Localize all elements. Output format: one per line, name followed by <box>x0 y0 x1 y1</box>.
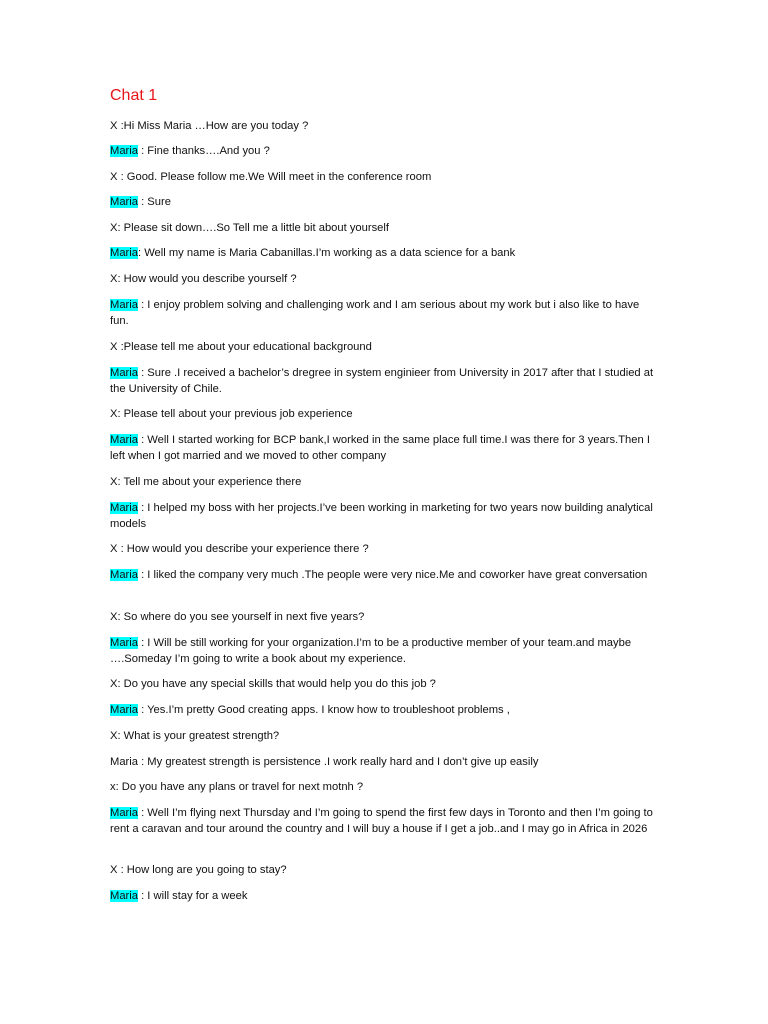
speaker-name: Maria <box>110 434 138 446</box>
paragraph <box>110 805 655 837</box>
line-text: : I Will be still working for your organization.I’m to be a productive member of your team.and maybe ….Someday I’m going to write a book about my experience. <box>110 637 632 665</box>
line-text: X :Please tell me about your educational background <box>110 341 372 353</box>
paragraph <box>110 194 655 210</box>
speaker-name: Maria <box>110 637 138 649</box>
paragraph <box>110 169 655 185</box>
speaker-name: Maria <box>110 569 138 581</box>
speaker-name: Maria <box>110 196 138 208</box>
paragraph <box>110 297 655 329</box>
line-text: : Sure .I received a bachelor’s dregree in system enginieer from University in 2017 after that I studied at the University of Chile. <box>110 367 654 395</box>
line-text: X: Please tell about your previous job experience <box>110 408 353 420</box>
speaker-name: Maria <box>110 145 138 157</box>
paragraph <box>110 220 655 236</box>
line-text: x: Do you have any plans or travel for next motnh ? <box>110 781 364 793</box>
line-text: : Well my name is Maria Cabanillas.I’m working as a data science for a bank <box>137 247 516 259</box>
paragraph <box>110 365 655 397</box>
paragraph <box>110 567 655 583</box>
paragraph <box>110 676 655 692</box>
line-text: : I will stay for a week <box>137 890 248 902</box>
line-text: : I helped my boss with her projects.I’ve been working in marketing for two years now building analytical models <box>110 502 653 530</box>
line-text: : Well I’m flying next Thursday and I’m going to spend the first few days in Toronto and then I’m going to rent a caravan and tour around the country and I will buy a house if I get a job..and I may go in Africa in 2026 <box>110 807 653 835</box>
line-text: : I enjoy problem solving and challenging work and I am serious about my work but i also like to have fun. <box>110 299 640 327</box>
paragraph <box>110 754 655 770</box>
line-text: : Well I started working for BCP bank,I worked in the same place full time.I was there for 3 years.Then I left when I got married and we moved to other company <box>110 434 650 462</box>
paragraph <box>110 779 655 795</box>
paragraph <box>110 118 655 134</box>
page-title: Chat 1 <box>110 87 158 104</box>
line-text: X: Do you have any special skills that would help you do this job ? <box>110 678 436 690</box>
paragraph <box>110 888 655 904</box>
paragraph <box>110 702 655 718</box>
line-text: Maria : My greatest strength is persistence .I work really hard and I don’t give up easily <box>110 756 539 768</box>
line-text: X: Please sit down….So Tell me a little bit about yourself <box>110 222 389 234</box>
speaker-name: Maria <box>110 807 138 819</box>
speaker-name: Maria <box>110 367 138 379</box>
line-text: X : Good. Please follow me.We Will meet in the conference room <box>110 171 432 183</box>
line-text: X : How would you describe your experience there ? <box>110 543 369 555</box>
paragraph <box>110 728 655 744</box>
speaker-name: Maria <box>110 299 138 311</box>
paragraph <box>110 635 655 667</box>
paragraph <box>110 862 655 878</box>
line-text: X: What is your greatest strength? <box>110 730 280 742</box>
paragraph <box>110 271 655 287</box>
line-text: X :Hi Miss Maria …How are you today ? <box>110 120 309 132</box>
line-text: X: Tell me about your experience there <box>110 476 302 488</box>
paragraph <box>110 500 655 532</box>
paragraph <box>110 245 655 261</box>
paragraph <box>110 339 655 355</box>
line-text: : Fine thanks….And you ? <box>137 145 270 157</box>
paragraph <box>110 609 655 625</box>
speaker-name: Maria <box>110 247 138 259</box>
line-text: X: How would you describe yourself ? <box>110 273 297 285</box>
line-text: : Sure <box>137 196 171 208</box>
speaker-name: Maria <box>110 704 138 716</box>
paragraph <box>110 432 655 464</box>
speaker-name: Maria <box>110 890 138 902</box>
paragraph <box>110 474 655 490</box>
speaker-name: Maria <box>110 502 138 514</box>
paragraph <box>110 143 655 159</box>
paragraph <box>110 406 655 422</box>
line-text: : I liked the company very much .The people were very nice.Me and coworker have great conversation <box>137 569 648 581</box>
line-text: : Yes.I’m pretty Good creating apps. I know how to troubleshoot problems , <box>137 704 510 716</box>
line-text: X: So where do you see yourself in next five years? <box>110 611 365 623</box>
line-text: X : How long are you going to stay? <box>110 864 287 876</box>
paragraph <box>110 541 655 557</box>
